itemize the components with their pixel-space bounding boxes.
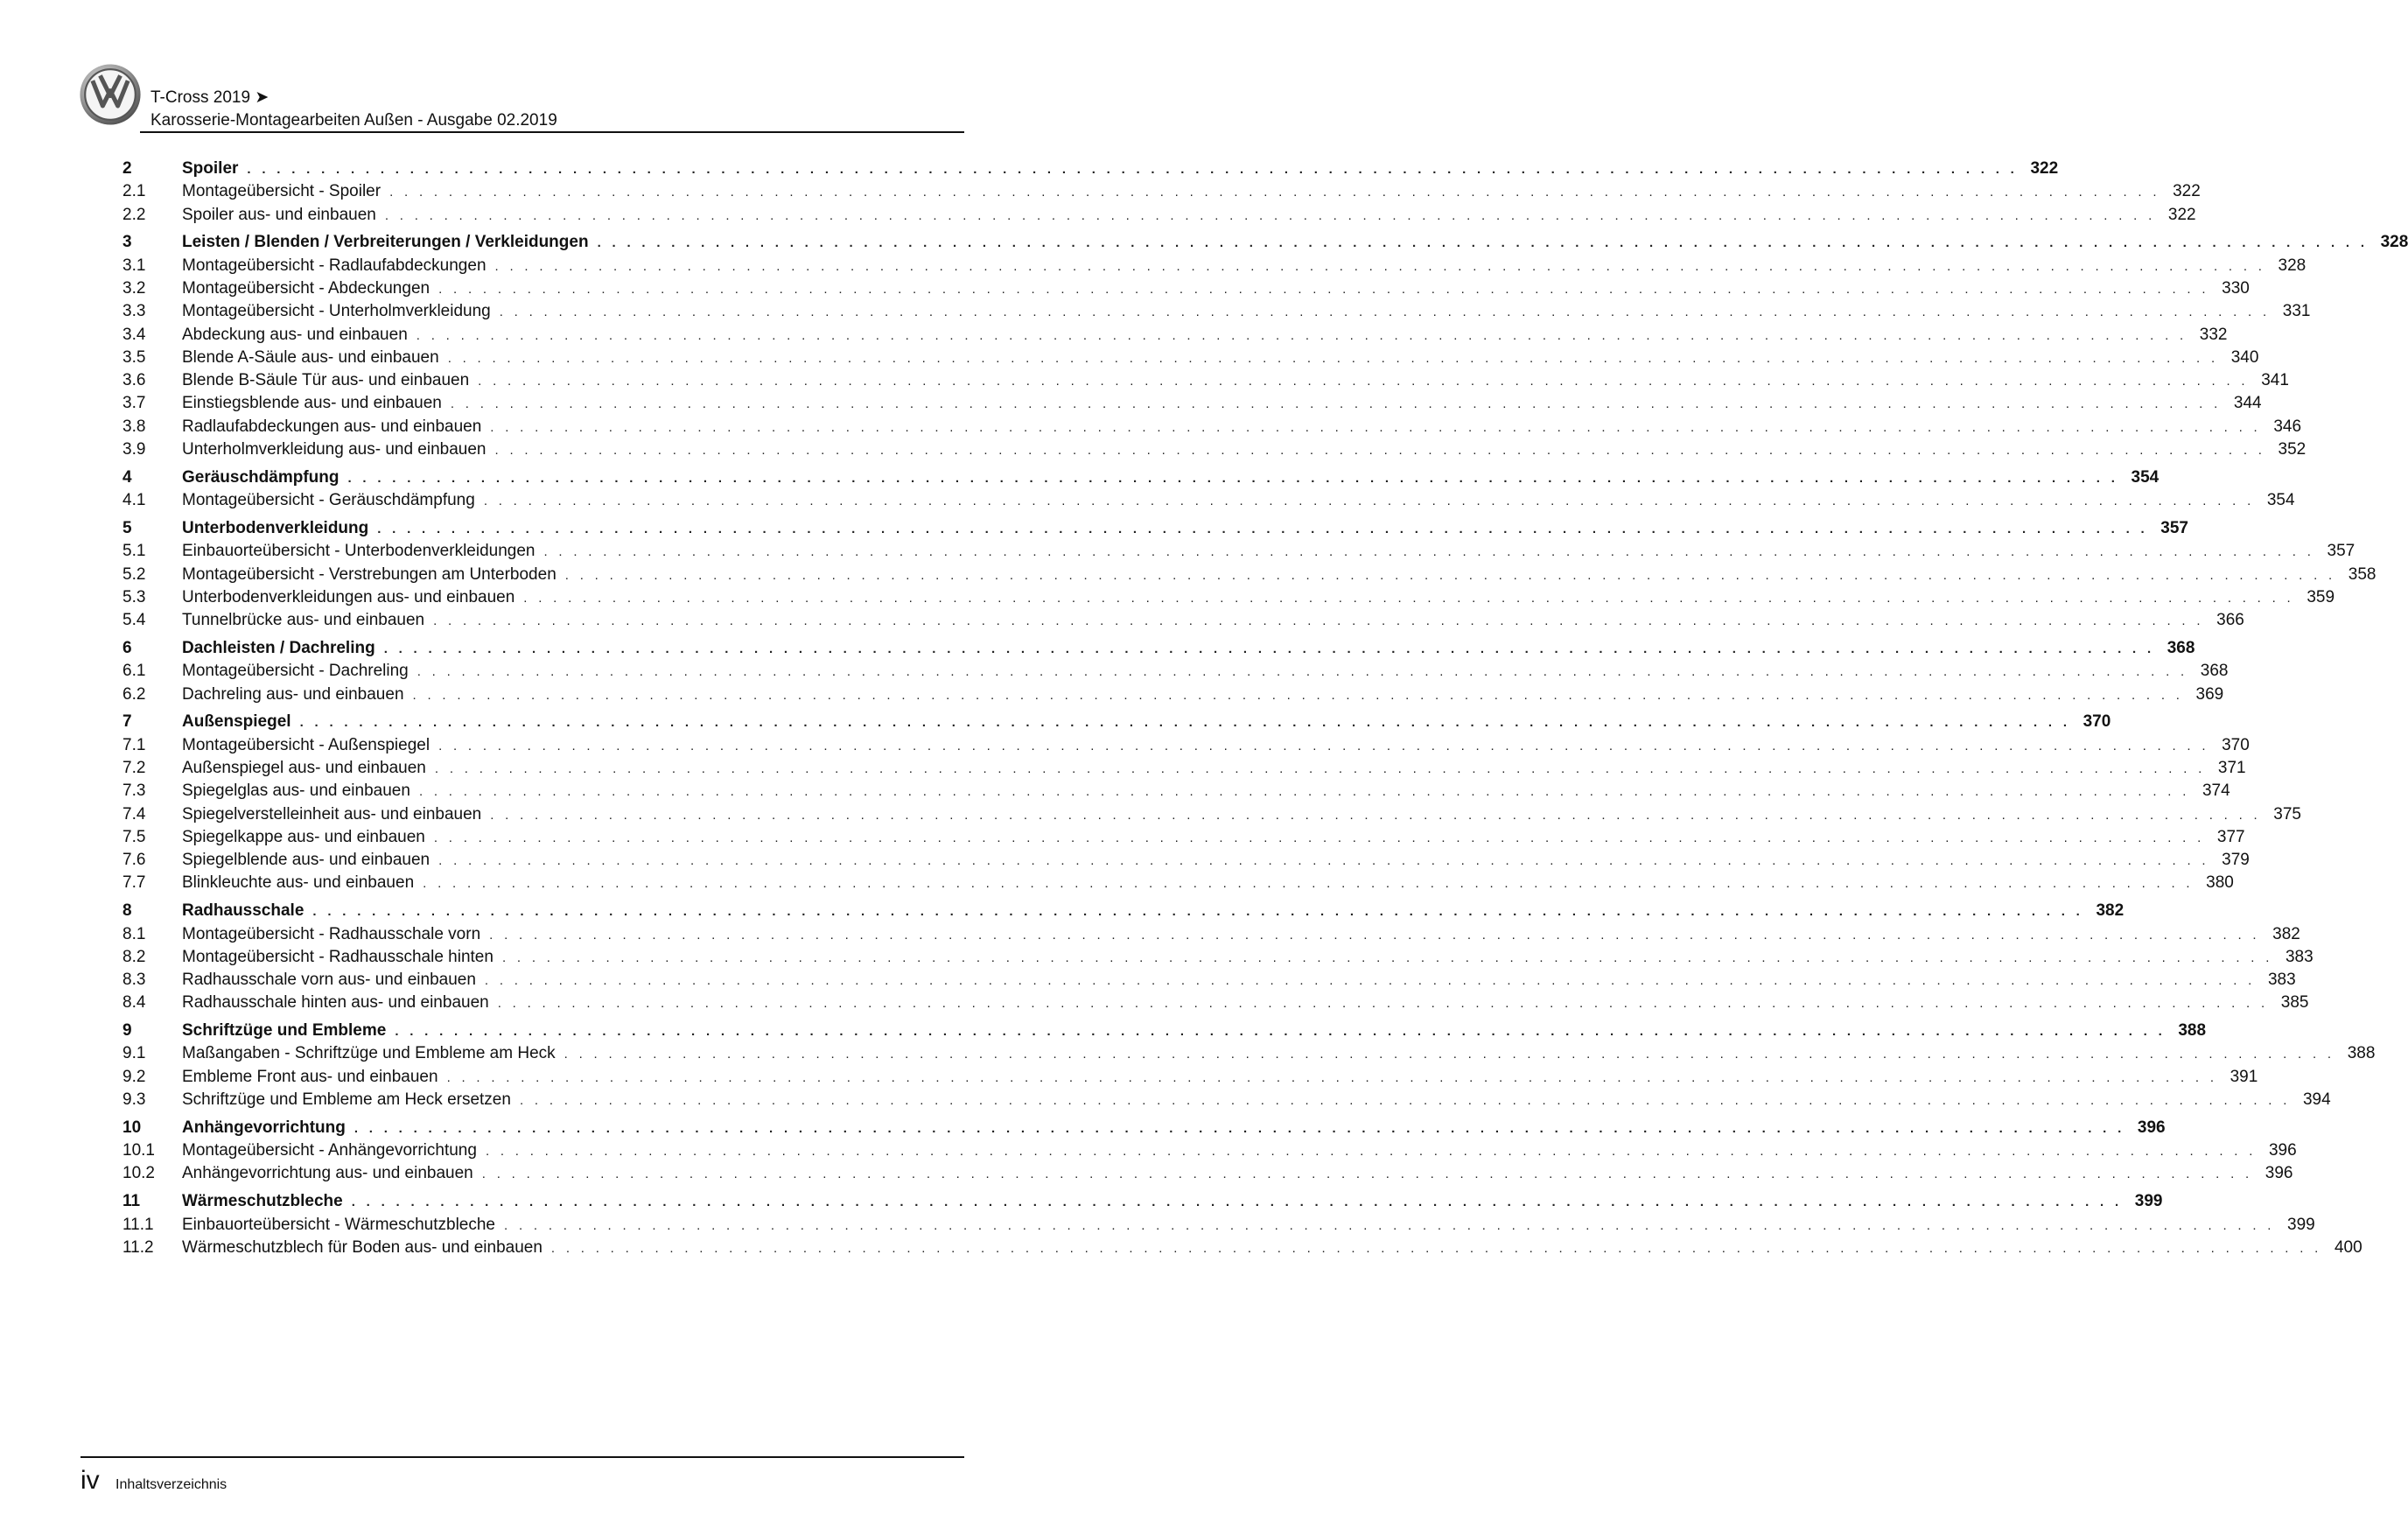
toc-dot-leader: . . . . . . . . . . . . . . . . . . . . . . . . . . . . . . . . . . . . . . . . . . . . . . . . . . . . . . . . . . . . . . . . . . . . . . . . . . . . . . . . . . . . . . . . . . . . . . . . . . . . . . . . . . . . . . . . . . . . . . . . bbox=[377, 521, 2148, 536]
toc-entry-number: 3.8 bbox=[122, 417, 146, 436]
toc-entry-title: Radhausschale vorn aus- und einbauen bbox=[182, 971, 476, 990]
toc-entry-page: 383 bbox=[2285, 947, 2314, 966]
toc-dot-leader: . . . . . . . . . . . . . . . . . . . . . . . . . . . . . . . . . . . . . . . . . . . . . . . . . . . . . . . . . . . . . . . . . . . . . . . . . . . . . . . . . . . . . . . . . . . . . . . . . . . . . . . . . . . . . . . . . . . . . . . . bbox=[434, 760, 2206, 776]
toc-entry-title: Außenspiegel bbox=[182, 712, 291, 732]
toc-dot-leader: . . . . . . . . . . . . . . . . . . . . . . . . . . . . . . . . . . . . . . . . . . . . . . . . . . . . . . . . . . . . . . . . . . . . . . . . . . . . . . . . . . . . . . . . . . . . . . . . . . . . . . . . . . . . . . . . . . . . . . . . bbox=[247, 162, 2019, 177]
toc-entry-title: Unterholmverkleidung aus- und einbauen bbox=[182, 440, 486, 459]
toc-entry-page: 322 bbox=[2167, 205, 2196, 224]
toc-dot-leader: . . . . . . . . . . . . . . . . . . . . . . . . . . . . . . . . . . . . . . . . . . . . . . . . . . . . . . . . . . . . . . . . . . . . . . . . . . . . . . . . . . . . . . . . . . . . . . . . . . . . . . . . . . . . . . . . . . . . . . . . bbox=[497, 996, 2269, 1012]
toc-dot-leader: . . . . . . . . . . . . . . . . . . . . . . . . . . . . . . . . . . . . . . . . . . . . . . . . . . . . . . . . . . . . . . . . . . . . . . . . . . . . . . . . . . . . . . . . . . . . . . . . . . . . . . . . . . . . . . . . . . . . . . . . bbox=[543, 544, 2315, 560]
header-model: T-Cross 2019 ➤ bbox=[150, 88, 270, 107]
toc-entry-row[interactable] bbox=[122, 300, 2311, 323]
toc-entry-title: Montageübersicht - Abdeckungen bbox=[182, 278, 430, 298]
toc-entry-number: 7 bbox=[122, 712, 132, 732]
toc-dot-leader: . . . . . . . . . . . . . . . . . . . . . . . . . . . . . . . . . . . . . . . . . . . . . . . . . . . . . . . . . . . . . . . . . . . . . . . . . . . . . . . . . . . . . . . . . . . . . . . . . . . . . . . . . . . . . . . . . . . . . . . . bbox=[438, 281, 2209, 297]
toc-dot-leader: . . . . . . . . . . . . . . . . . . . . . . . . . . . . . . . . . . . . . . . . . . . . . . . . . . . . . . . . . . . . . . . . . . . . . . . . . . . . . . . . . . . . . . . . . . . . . . . . . . . . . . . . . . . . . . . . . . . . . . . . bbox=[489, 927, 2260, 943]
toc-entry-page: 370 bbox=[2082, 712, 2111, 732]
toc-entry-row[interactable] bbox=[122, 609, 2244, 632]
toc-entry-title: Montageübersicht - Spoiler bbox=[182, 182, 382, 201]
toc-dot-leader: . . . . . . . . . . . . . . . . . . . . . . . . . . . . . . . . . . . . . . . . . . . . . . . . . . . . . . . . . . . . . . . . . . . . . . . . . . . . . . . . . . . . . . . . . . . . . . . . . . . . . . . . . . . . . . . . . . . . . . . . bbox=[499, 305, 2271, 320]
toc-entry-page: 399 bbox=[2134, 1192, 2163, 1211]
toc-chapter-row[interactable] bbox=[122, 517, 2188, 540]
toc-entry-number: 7.5 bbox=[122, 827, 146, 846]
toc-entry-number: 11 bbox=[122, 1192, 141, 1211]
table-of-contents bbox=[122, 158, 2408, 1259]
toc-dot-leader: . . . . . . . . . . . . . . . . . . . . . . . . . . . . . . . . . . . . . . . . . . . . . . . . . . . . . . . . . . . . . . . . . . . . . . . . . . . . . . . . . . . . . . . . . . . . . . . . . . . . . . . . . . . . . . . . . . . . . . . . bbox=[564, 1047, 2335, 1062]
toc-entry-number: 8.3 bbox=[122, 971, 146, 990]
toc-entry-title: Wärmeschutzblech für Boden aus- und einbauen bbox=[182, 1237, 542, 1257]
toc-entry-number: 7.1 bbox=[122, 735, 146, 754]
toc-entry-title: Spoiler aus- und einbauen bbox=[182, 205, 376, 224]
toc-entry-number: 2.2 bbox=[122, 205, 146, 224]
toc-entry-page: 388 bbox=[2347, 1044, 2376, 1063]
toc-entry-title: Montageübersicht - Radlaufabdeckungen bbox=[182, 256, 486, 275]
toc-entry-number: 11.1 bbox=[122, 1215, 154, 1234]
toc-entry-row[interactable] bbox=[122, 564, 2376, 586]
toc-dot-leader: . . . . . . . . . . . . . . . . . . . . . . . . . . . . . . . . . . . . . . . . . . . . . . . . . . . . . . . . . . . . . . . . . . . . . . . . . . . . . . . . . . . . . . . . . . . . . . . . . . . . . . . . . . . . . . . . . . . . . . . . bbox=[383, 641, 2155, 656]
toc-entry-row[interactable] bbox=[122, 1162, 2293, 1185]
toc-entry-title: Blende A-Säule aus- und einbauen bbox=[182, 347, 439, 367]
toc-entry-row[interactable] bbox=[122, 392, 2262, 415]
vw-logo-icon bbox=[79, 63, 142, 126]
toc-entry-row[interactable] bbox=[122, 180, 2201, 203]
toc-entry-title: Spiegelblende aus- und einbauen bbox=[182, 851, 430, 870]
toc-entry-title: Dachleisten / Dachreling bbox=[182, 638, 375, 657]
toc-entry-title: Schriftzüge und Embleme am Heck ersetzen bbox=[182, 1090, 511, 1110]
toc-entry-title: Montageübersicht - Geräuschdämpfung bbox=[182, 491, 475, 510]
toc-entry-page: 377 bbox=[2216, 827, 2245, 846]
toc-entry-number: 3.7 bbox=[122, 394, 146, 413]
toc-entry-row[interactable] bbox=[122, 969, 2296, 992]
toc-entry-number: 6 bbox=[122, 638, 132, 657]
toc-entry-title: Montageübersicht - Außenspiegel bbox=[182, 735, 430, 754]
toc-entry-number: 8.1 bbox=[122, 924, 146, 943]
toc-entry-page: 370 bbox=[2222, 735, 2250, 754]
toc-entry-title: Montageübersicht - Unterholmverkleidung bbox=[182, 302, 491, 321]
toc-entry-number: 3.3 bbox=[122, 302, 146, 321]
toc-entry-title: Radlaufabdeckungen aus- und einbauen bbox=[182, 417, 482, 436]
toc-dot-leader: . . . . . . . . . . . . . . . . . . . . . . . . . . . . . . . . . . . . . . . . . . . . . . . . . . . . . . . . . . . . . . . . . . . . . . . . . . . . . . . . . . . . . . . . . . . . . . . . . . . . . . . . . . . . . . . . . . . . . . . . bbox=[490, 807, 2261, 823]
toc-dot-leader: . . . . . . . . . . . . . . . . . . . . . . . . . . . . . . . . . . . . . . . . . . . . . . . . . . . . . . . . . . . . . . . . . . . . . . . . . . . . . . . . . . . . . . . . . . . . . . . . . . . . . . . . . . . . . . . . . . . . . . . . bbox=[347, 470, 2119, 486]
toc-entry-title: Spiegelkappe aus- und einbauen bbox=[182, 827, 425, 846]
toc-entry-number: 4 bbox=[122, 467, 132, 487]
toc-entry-number: 7.7 bbox=[122, 873, 146, 893]
toc-entry-page: 394 bbox=[2302, 1090, 2331, 1110]
toc-entry-number: 10.1 bbox=[122, 1141, 155, 1160]
footer-divider bbox=[80, 1456, 964, 1458]
toc-dot-leader: . . . . . . . . . . . . . . . . . . . . . . . . . . . . . . . . . . . . . . . . . . . . . . . . . . . . . . . . . . . . . . . . . . . . . . . . . . . . . . . . . . . . . . . . . . . . . . . . . . . . . . . . . . . . . . . . . . . . . . . . bbox=[412, 687, 2184, 703]
toc-entry-number: 3.4 bbox=[122, 325, 146, 344]
toc-entry-row[interactable] bbox=[122, 1042, 2376, 1065]
toc-entry-title: Blende B-Säule Tür aus- und einbauen bbox=[182, 371, 470, 390]
toc-entry-number: 7.2 bbox=[122, 758, 146, 777]
toc-entry-row[interactable] bbox=[122, 369, 2289, 392]
toc-entry-page: 396 bbox=[2264, 1164, 2293, 1183]
toc-dot-leader: . . . . . . . . . . . . . . . . . . . . . . . . . . . . . . . . . . . . . . . . . . . . . . . . . . . . . . . . . . . . . . . . . . . . . . . . . . . . . . . . . . . . . . . . . . . . . . . . . . . . . . . . . . . . . . . . . . . . . . . . bbox=[433, 613, 2204, 629]
toc-chapter-row[interactable] bbox=[122, 900, 2124, 922]
toc-entry-title: Tunnelbrücke aus- und einbauen bbox=[182, 611, 425, 630]
toc-dot-leader: . . . . . . . . . . . . . . . . . . . . . . . . . . . . . . . . . . . . . . . . . . . . . . . . . . . . . . . . . . . . . . . . . . . . . . . . . . . . . . . . . . . . . . . . . . . . . . . . . . . . . . . . . . . . . . . . . . . . . . . . bbox=[395, 1024, 2166, 1040]
toc-entry-number: 6.1 bbox=[122, 662, 146, 681]
toc-entry-title: Spiegelglas aus- und einbauen bbox=[182, 782, 410, 801]
toc-entry-title: Wärmeschutzbleche bbox=[182, 1192, 343, 1211]
toc-entry-row[interactable] bbox=[122, 438, 2306, 461]
toc-entry-page: 357 bbox=[2160, 518, 2188, 537]
footer-page-number: iv bbox=[80, 1466, 100, 1495]
toc-entry-title: Montageübersicht - Radhausschale hinten bbox=[182, 947, 494, 966]
toc-entry-page: 369 bbox=[2195, 684, 2224, 704]
toc-entry-title: Montageübersicht - Verstrebungen am Unterboden bbox=[182, 564, 556, 584]
toc-entry-page: 400 bbox=[2334, 1237, 2362, 1257]
toc-chapter-row[interactable] bbox=[122, 711, 2111, 733]
toc-dot-leader: . . . . . . . . . . . . . . . . . . . . . . . . . . . . . . . . . . . . . . . . . . . . . . . . . . . . . . . . . . . . . . . . . . . . . . . . . . . . . . . . . . . . . . . . . . . . . . . . . . . . . . . . . . . . . . . . . . . . . . . . bbox=[490, 419, 2262, 435]
toc-dot-leader: . . . . . . . . . . . . . . . . . . . . . . . . . . . . . . . . . . . . . . . . . . . . . . . . . . . . . . . . . . . . . . . . . . . . . . . . . . . . . . . . . . . . . . . . . . . . . . . . . . . . . . . . . . . . . . . . . . . . . . . . bbox=[438, 738, 2209, 753]
toc-entry-row[interactable] bbox=[122, 489, 2295, 512]
toc-entry-title: Maßangaben - Schriftzüge und Embleme am Heck bbox=[182, 1044, 556, 1063]
toc-entry-page: 383 bbox=[2267, 971, 2296, 990]
toc-entry-page: 396 bbox=[2268, 1141, 2297, 1160]
toc-entry-row[interactable] bbox=[122, 1066, 2258, 1089]
toc-entry-row[interactable] bbox=[122, 540, 2356, 563]
toc-dot-leader: . . . . . . . . . . . . . . . . . . . . . . . . . . . . . . . . . . . . . . . . . . . . . . . . . . . . . . . . . . . . . . . . . . . . . . . . . . . . . . . . . . . . . . . . . . . . . . . . . . . . . . . . . . . . . . . . . . . . . . . . bbox=[564, 567, 2336, 583]
toc-dot-leader: . . . . . . . . . . . . . . . . . . . . . . . . . . . . . . . . . . . . . . . . . . . . . . . . . . . . . . . . . . . . . . . . . . . . . . . . . . . . . . . . . . . . . . . . . . . . . . . . . . . . . . . . . . . . . . . . . . . . . . . . bbox=[519, 1093, 2291, 1109]
toc-entry-page: 399 bbox=[2287, 1215, 2315, 1234]
toc-entry-page: 354 bbox=[2131, 467, 2160, 487]
toc-entry-title: Anhängevorrichtung aus- und einbauen bbox=[182, 1164, 473, 1183]
toc-chapter-row[interactable] bbox=[122, 1117, 2166, 1139]
toc-entry-row[interactable] bbox=[122, 683, 2224, 706]
toc-entry-row[interactable] bbox=[122, 1139, 2297, 1162]
toc-entry-row[interactable] bbox=[122, 849, 2250, 872]
toc-entry-page: 341 bbox=[2261, 371, 2289, 390]
toc-entry-title: Leisten / Blenden / Verbreiterungen / Verkleidungen bbox=[182, 233, 589, 252]
toc-dot-leader: . . . . . . . . . . . . . . . . . . . . . . . . . . . . . . . . . . . . . . . . . . . . . . . . . . . . . . . . . . . . . . . . . . . . . . . . . . . . . . . . . . . . . . . . . . . . . . . . . . . . . . . . . . . . . . . . . . . . . . . . bbox=[481, 1167, 2253, 1182]
toc-entry-page: 368 bbox=[2166, 638, 2195, 657]
toc-entry-page: 328 bbox=[2380, 233, 2408, 252]
toc-entry-page: 366 bbox=[2216, 611, 2244, 630]
toc-entry-page: 371 bbox=[2217, 758, 2246, 777]
toc-entry-number: 7.6 bbox=[122, 851, 146, 870]
toc-entry-row[interactable] bbox=[122, 1214, 2315, 1237]
toc-entry-page: 354 bbox=[2266, 491, 2295, 510]
toc-entry-number: 3.9 bbox=[122, 440, 146, 459]
toc-entry-page: 357 bbox=[2327, 542, 2356, 561]
toc-chapter-row[interactable] bbox=[122, 158, 2059, 180]
toc-entry-page: 385 bbox=[2280, 993, 2309, 1013]
toc-entry-number: 3.6 bbox=[122, 371, 146, 390]
toc-dot-leader: . . . . . . . . . . . . . . . . . . . . . . . . . . . . . . . . . . . . . . . . . . . . . . . . . . . . . . . . . . . . . . . . . . . . . . . . . . . . . . . . . . . . . . . . . . . . . . . . . . . . . . . . . . . . . . . . . . . . . . . . bbox=[484, 973, 2256, 989]
toc-entry-row[interactable] bbox=[122, 872, 2234, 894]
toc-entry-row[interactable] bbox=[122, 780, 2230, 803]
toc-entry-row[interactable] bbox=[122, 347, 2259, 369]
toc-dot-leader: . . . . . . . . . . . . . . . . . . . . . . . . . . . . . . . . . . . . . . . . . . . . . . . . . . . . . . . . . . . . . . . . . . . . . . . . . . . . . . . . . . . . . . . . . . . . . . . . . . . . . . . . . . . . . . . . . . . . . . . . bbox=[299, 715, 2071, 731]
toc-entry-number: 9 bbox=[122, 1021, 132, 1041]
toc-entry-page: 331 bbox=[2282, 302, 2311, 321]
toc-entry-number: 6.2 bbox=[122, 684, 146, 704]
toc-entry-row[interactable] bbox=[122, 660, 2229, 683]
toc-dot-leader: . . . . . . . . . . . . . . . . . . . . . . . . . . . . . . . . . . . . . . . . . . . . . . . . . . . . . . . . . . . . . . . . . . . . . . . . . . . . . . . . . . . . . . . . . . . . . . . . . . . . . . . . . . . . . . . . . . . . . . . . bbox=[483, 494, 2255, 509]
toc-dot-leader: . . . . . . . . . . . . . . . . . . . . . . . . . . . . . . . . . . . . . . . . . . . . . . . . . . . . . . . . . . . . . . . . . . . . . . . . . . . . . . . . . . . . . . . . . . . . . . . . . . . . . . . . . . . . . . . . . . . . . . . . bbox=[597, 235, 2369, 251]
toc-dot-leader: . . . . . . . . . . . . . . . . . . . . . . . . . . . . . . . . . . . . . . . . . . . . . . . . . . . . . . . . . . . . . . . . . . . . . . . . . . . . . . . . . . . . . . . . . . . . . . . . . . . . . . . . . . . . . . . . . . . . . . . . bbox=[423, 876, 2194, 892]
toc-entry-row[interactable] bbox=[122, 923, 2300, 946]
toc-entry-page: 391 bbox=[2230, 1067, 2258, 1086]
toc-entry-page: 358 bbox=[2348, 564, 2376, 584]
toc-entry-number: 5.3 bbox=[122, 587, 146, 606]
toc-entry-title: Dachreling aus- und einbauen bbox=[182, 684, 404, 704]
toc-dot-leader: . . . . . . . . . . . . . . . . . . . . . . . . . . . . . . . . . . . . . . . . . . . . . . . . . . . . . . . . . . . . . . . . . . . . . . . . . . . . . . . . . . . . . . . . . . . . . . . . . . . . . . . . . . . . . . . . . . . . . . . . bbox=[504, 1217, 2275, 1233]
toc-entry-row[interactable] bbox=[122, 255, 2306, 277]
toc-entry-page: 368 bbox=[2200, 662, 2229, 681]
toc-entry-title: Schriftzüge und Embleme bbox=[182, 1021, 387, 1041]
toc-entry-number: 7.4 bbox=[122, 804, 146, 824]
toc-entry-page: 328 bbox=[2278, 256, 2306, 275]
toc-entry-number: 10.2 bbox=[122, 1164, 155, 1183]
toc-entry-row[interactable] bbox=[122, 946, 2314, 969]
toc-entry-number: 4.1 bbox=[122, 491, 146, 510]
toc-dot-leader: . . . . . . . . . . . . . . . . . . . . . . . . . . . . . . . . . . . . . . . . . . . . . . . . . . . . . . . . . . . . . . . . . . . . . . . . . . . . . . . . . . . . . . . . . . . . . . . . . . . . . . . . . . . . . . . . . . . . . . . . bbox=[494, 258, 2266, 274]
toc-entry-number: 3.5 bbox=[122, 347, 146, 367]
toc-dot-leader: . . . . . . . . . . . . . . . . . . . . . . . . . . . . . . . . . . . . . . . . . . . . . . . . . . . . . . . . . . . . . . . . . . . . . . . . . . . . . . . . . . . . . . . . . . . . . . . . . . . . . . . . . . . . . . . . . . . . . . . . bbox=[501, 950, 2273, 965]
toc-dot-leader: . . . . . . . . . . . . . . . . . . . . . . . . . . . . . . . . . . . . . . . . . . . . . . . . . . . . . . . . . . . . . . . . . . . . . . . . . . . . . . . . . . . . . . . . . . . . . . . . . . . . . . . . . . . . . . . . . . . . . . . . bbox=[485, 1144, 2257, 1160]
toc-entry-number: 9.2 bbox=[122, 1067, 146, 1086]
toc-dot-leader: . . . . . . . . . . . . . . . . . . . . . . . . . . . . . . . . . . . . . . . . . . . . . . . . . . . . . . . . . . . . . . . . . . . . . . . . . . . . . . . . . . . . . . . . . . . . . . . . . . . . . . . . . . . . . . . . . . . . . . . . bbox=[550, 1240, 2322, 1256]
toc-dot-leader: . . . . . . . . . . . . . . . . . . . . . . . . . . . . . . . . . . . . . . . . . . . . . . . . . . . . . . . . . . . . . . . . . . . . . . . . . . . . . . . . . . . . . . . . . . . . . . . . . . . . . . . . . . . . . . . . . . . . . . . . bbox=[384, 207, 2156, 223]
toc-dot-leader: . . . . . . . . . . . . . . . . . . . . . . . . . . . . . . . . . . . . . . . . . . . . . . . . . . . . . . . . . . . . . . . . . . . . . . . . . . . . . . . . . . . . . . . . . . . . . . . . . . . . . . . . . . . . . . . . . . . . . . . . bbox=[450, 396, 2222, 412]
toc-entry-title: Einbauorteübersicht - Unterbodenverkleidungen bbox=[182, 542, 536, 561]
toc-entry-page: 396 bbox=[2137, 1118, 2166, 1137]
toc-entry-title: Radhausschale hinten aus- und einbauen bbox=[182, 993, 489, 1013]
toc-entry-title: Montageübersicht - Anhängevorrichtung bbox=[182, 1141, 477, 1160]
toc-entry-row[interactable] bbox=[122, 416, 2302, 438]
toc-entry-row[interactable] bbox=[122, 757, 2246, 780]
header-divider bbox=[140, 131, 964, 133]
toc-entry-number: 8 bbox=[122, 901, 132, 921]
toc-entry-page: 388 bbox=[2178, 1021, 2207, 1041]
toc-entry-number: 9.3 bbox=[122, 1090, 146, 1110]
toc-entry-title: Unterbodenverkleidung bbox=[182, 518, 369, 537]
toc-entry-row[interactable] bbox=[122, 734, 2250, 757]
toc-dot-leader: . . . . . . . . . . . . . . . . . . . . . . . . . . . . . . . . . . . . . . . . . . . . . . . . . . . . . . . . . . . . . . . . . . . . . . . . . . . . . . . . . . . . . . . . . . . . . . . . . . . . . . . . . . . . . . . . . . . . . . . . bbox=[416, 327, 2188, 343]
toc-entry-number: 8.4 bbox=[122, 993, 146, 1013]
toc-entry-title: Embleme Front aus- und einbauen bbox=[182, 1067, 438, 1086]
toc-entry-page: 379 bbox=[2222, 851, 2250, 870]
toc-dot-leader: . . . . . . . . . . . . . . . . . . . . . . . . . . . . . . . . . . . . . . . . . . . . . . . . . . . . . . . . . . . . . . . . . . . . . . . . . . . . . . . . . . . . . . . . . . . . . . . . . . . . . . . . . . . . . . . . . . . . . . . . bbox=[478, 374, 2249, 389]
toc-chapter-row[interactable] bbox=[122, 1020, 2207, 1042]
toc-entry-page: 322 bbox=[2173, 182, 2201, 201]
toc-entry-page: 380 bbox=[2206, 873, 2234, 893]
toc-entry-page: 382 bbox=[2096, 901, 2124, 921]
toc-dot-leader: . . . . . . . . . . . . . . . . . . . . . . . . . . . . . . . . . . . . . . . . . . . . . . . . . . . . . . . . . . . . . . . . . . . . . . . . . . . . . . . . . . . . . . . . . . . . . . . . . . . . . . . . . . . . . . . . . . . . . . . . bbox=[351, 1195, 2123, 1210]
toc-entry-title: Anhängevorrichtung bbox=[182, 1118, 346, 1137]
toc-entry-number: 7.3 bbox=[122, 782, 146, 801]
toc-entry-number: 5 bbox=[122, 518, 132, 537]
toc-entry-page: 375 bbox=[2273, 804, 2301, 824]
footer-section-label: Inhaltsverzeichnis bbox=[116, 1477, 228, 1492]
toc-entry-title: Außenspiegel aus- und einbauen bbox=[182, 758, 426, 777]
toc-entry-page: 332 bbox=[2199, 325, 2228, 344]
toc-entry-title: Spiegelverstelleinheit aus- und einbauen bbox=[182, 804, 482, 824]
toc-entry-title: Einbauorteübersicht - Wärmeschutzbleche bbox=[182, 1215, 496, 1234]
toc-entry-row[interactable] bbox=[122, 324, 2228, 347]
header-manual-title: Karosserie-Montagearbeiten Außen - Ausgabe 02.2019 bbox=[150, 111, 557, 130]
toc-dot-leader: . . . . . . . . . . . . . . . . . . . . . . . . . . . . . . . . . . . . . . . . . . . . . . . . . . . . . . . . . . . . . . . . . . . . . . . . . . . . . . . . . . . . . . . . . . . . . . . . . . . . . . . . . . . . . . . . . . . . . . . . bbox=[447, 350, 2219, 366]
toc-entry-title: Radhausschale bbox=[182, 901, 304, 921]
toc-dot-leader: . . . . . . . . . . . . . . . . . . . . . . . . . . . . . . . . . . . . . . . . . . . . . . . . . . . . . . . . . . . . . . . . . . . . . . . . . . . . . . . . . . . . . . . . . . . . . . . . . . . . . . . . . . . . . . . . . . . . . . . . bbox=[389, 185, 2160, 200]
toc-entry-title: Montageübersicht - Radhausschale vorn bbox=[182, 924, 481, 943]
toc-dot-leader: . . . . . . . . . . . . . . . . . . . . . . . . . . . . . . . . . . . . . . . . . . . . . . . . . . . . . . . . . . . . . . . . . . . . . . . . . . . . . . . . . . . . . . . . . . . . . . . . . . . . . . . . . . . . . . . . . . . . . . . . bbox=[354, 1120, 2125, 1136]
toc-entry-row[interactable] bbox=[122, 803, 2301, 826]
toc-entry-page: 359 bbox=[2306, 587, 2335, 606]
toc-entry-number: 5.4 bbox=[122, 611, 146, 630]
toc-entry-number: 11.2 bbox=[122, 1237, 154, 1257]
toc-entry-row[interactable] bbox=[122, 586, 2335, 609]
toc-entry-page: 322 bbox=[2030, 159, 2059, 178]
toc-entry-number: 5.1 bbox=[122, 542, 146, 561]
toc-entry-number: 9.1 bbox=[122, 1044, 146, 1063]
toc-dot-leader: . . . . . . . . . . . . . . . . . . . . . . . . . . . . . . . . . . . . . . . . . . . . . . . . . . . . . . . . . . . . . . . . . . . . . . . . . . . . . . . . . . . . . . . . . . . . . . . . . . . . . . . . . . . . . . . . . . . . . . . . bbox=[416, 664, 2188, 680]
toc-entry-row[interactable] bbox=[122, 204, 2196, 227]
toc-entry-row[interactable] bbox=[122, 1089, 2331, 1111]
toc-dot-leader: . . . . . . . . . . . . . . . . . . . . . . . . . . . . . . . . . . . . . . . . . . . . . . . . . . . . . . . . . . . . . . . . . . . . . . . . . . . . . . . . . . . . . . . . . . . . . . . . . . . . . . . . . . . . . . . . . . . . . . . . bbox=[446, 1069, 2218, 1085]
toc-entry-title: Geräuschdämpfung bbox=[182, 467, 340, 487]
toc-dot-leader: . . . . . . . . . . . . . . . . . . . . . . . . . . . . . . . . . . . . . . . . . . . . . . . . . . . . . . . . . . . . . . . . . . . . . . . . . . . . . . . . . . . . . . . . . . . . . . . . . . . . . . . . . . . . . . . . . . . . . . . . bbox=[438, 853, 2209, 869]
toc-entry-title: Einstiegsblende aus- und einbauen bbox=[182, 394, 442, 413]
toc-entry-page: 374 bbox=[2202, 782, 2230, 801]
toc-entry-page: 330 bbox=[2222, 278, 2250, 298]
toc-chapter-row[interactable] bbox=[122, 231, 2408, 254]
toc-chapter-row[interactable] bbox=[122, 1190, 2163, 1213]
toc-entry-page: 340 bbox=[2230, 347, 2259, 367]
toc-entry-page: 352 bbox=[2278, 440, 2306, 459]
toc-entry-title: Blinkleuchte aus- und einbauen bbox=[182, 873, 415, 893]
toc-entry-row[interactable] bbox=[122, 826, 2245, 849]
toc-entry-number: 3.1 bbox=[122, 256, 146, 275]
toc-entry-title: Montageübersicht - Dachreling bbox=[182, 662, 409, 681]
toc-chapter-row[interactable] bbox=[122, 466, 2160, 489]
toc-entry-title: Spoiler bbox=[182, 159, 239, 178]
toc-entry-number: 2 bbox=[122, 159, 132, 178]
toc-entry-row[interactable] bbox=[122, 1237, 2362, 1259]
toc-dot-leader: . . . . . . . . . . . . . . . . . . . . . . . . . . . . . . . . . . . . . . . . . . . . . . . . . . . . . . . . . . . . . . . . . . . . . . . . . . . . . . . . . . . . . . . . . . . . . . . . . . . . . . . . . . . . . . . . . . . . . . . . bbox=[523, 590, 2295, 606]
toc-entry-number: 3.2 bbox=[122, 278, 146, 298]
toc-entry-page: 382 bbox=[2272, 924, 2300, 943]
toc-entry-number: 3 bbox=[122, 233, 132, 252]
toc-dot-leader: . . . . . . . . . . . . . . . . . . . . . . . . . . . . . . . . . . . . . . . . . . . . . . . . . . . . . . . . . . . . . . . . . . . . . . . . . . . . . . . . . . . . . . . . . . . . . . . . . . . . . . . . . . . . . . . . . . . . . . . . bbox=[418, 784, 2190, 800]
toc-entry-number: 2.1 bbox=[122, 182, 146, 201]
toc-entry-number: 5.2 bbox=[122, 564, 146, 584]
toc-entry-number: 10 bbox=[122, 1118, 142, 1137]
toc-dot-leader: . . . . . . . . . . . . . . . . . . . . . . . . . . . . . . . . . . . . . . . . . . . . . . . . . . . . . . . . . . . . . . . . . . . . . . . . . . . . . . . . . . . . . . . . . . . . . . . . . . . . . . . . . . . . . . . . . . . . . . . . bbox=[494, 443, 2266, 459]
toc-entry-page: 344 bbox=[2233, 394, 2262, 413]
toc-entry-row[interactable] bbox=[122, 992, 2309, 1014]
toc-entry-row[interactable] bbox=[122, 277, 2250, 300]
toc-entry-number: 8.2 bbox=[122, 947, 146, 966]
toc-entry-page: 346 bbox=[2273, 417, 2302, 436]
toc-entry-title: Abdeckung aus- und einbauen bbox=[182, 325, 408, 344]
toc-chapter-row[interactable] bbox=[122, 637, 2195, 660]
toc-entry-title: Unterbodenverkleidungen aus- und einbauen bbox=[182, 587, 515, 606]
toc-dot-leader: . . . . . . . . . . . . . . . . . . . . . . . . . . . . . . . . . . . . . . . . . . . . . . . . . . . . . . . . . . . . . . . . . . . . . . . . . . . . . . . . . . . . . . . . . . . . . . . . . . . . . . . . . . . . . . . . . . . . . . . . bbox=[433, 830, 2205, 845]
toc-dot-leader: . . . . . . . . . . . . . . . . . . . . . . . . . . . . . . . . . . . . . . . . . . . . . . . . . . . . . . . . . . . . . . . . . . . . . . . . . . . . . . . . . . . . . . . . . . . . . . . . . . . . . . . . . . . . . . . . . . . . . . . . bbox=[312, 904, 2084, 920]
